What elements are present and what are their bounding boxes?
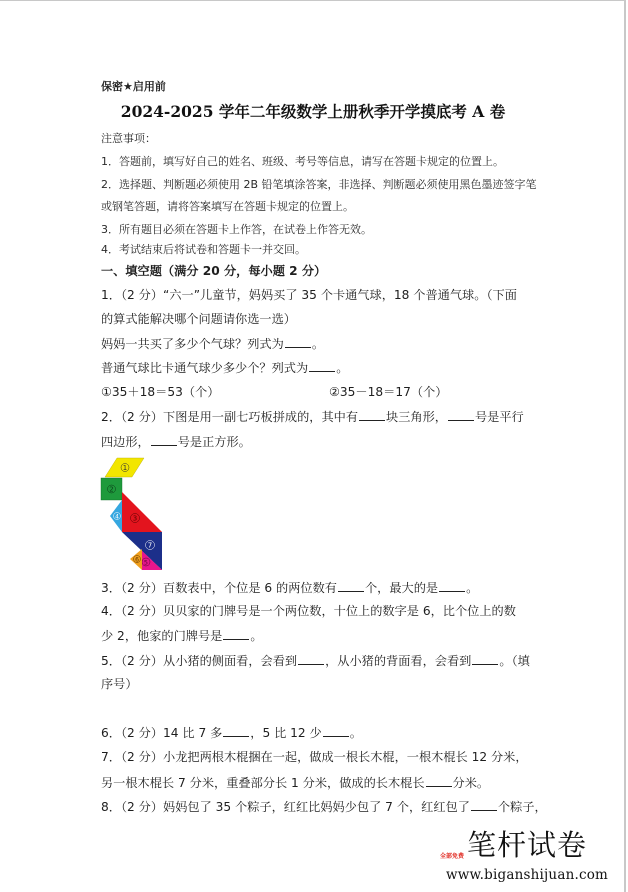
q8-text-b: 个粽子， (497, 800, 547, 814)
q3-line (101, 579, 478, 596)
svg-text:3: 3 (132, 514, 138, 523)
punct: 。 (466, 581, 479, 595)
q7-text: 另一根木棍长 7 分米，重叠部分长 1 分米，做成的长木棍长 (101, 776, 425, 790)
confidential-label: 保密★启用前 (101, 80, 166, 93)
watermark-badge: 全部免费 (440, 853, 465, 860)
q1-line2: 的算式能解决哪个问题请你选一选） (101, 312, 296, 326)
q4-text: 少 2，他家的门牌号是 (101, 629, 223, 643)
svg-text:5: 5 (143, 558, 149, 567)
svg-text:4: 4 (115, 513, 119, 521)
watermark-title: 笔杆试卷 (467, 828, 588, 862)
watermark-logo (440, 829, 620, 889)
svg-text:7: 7 (147, 541, 153, 550)
answer-blank (298, 652, 324, 665)
tangram-figure (99, 456, 169, 571)
answer-blank (439, 579, 465, 592)
answer-blank (151, 433, 177, 446)
notice-item-3: 3．所有题目必须在答题卡上作答，在试卷上作答无效。 (101, 223, 372, 236)
answer-blank (338, 579, 364, 592)
q8-text-a: 8．（2 分）妈妈包了 35 个粽子，红红比妈妈少包了 7 个，红红包了 (101, 800, 470, 814)
q7-line1: 7．（2 分）小龙把两根木棍捆在一起，做成一根长木棍，一根木棍长 12 分米， (101, 750, 528, 764)
q1-option-1: ①35＋18＝53（个） (101, 385, 220, 399)
answer-blank (285, 335, 311, 348)
q5-line2: 序号） (101, 677, 138, 691)
q3-text-b: 个，最大的是 (364, 581, 439, 595)
q5-line1 (101, 652, 530, 669)
q2-text-c: 号是平行 (474, 410, 524, 424)
q1-line1: 1．（2 分）“六一”儿童节，妈妈买了 35 个卡通气球，18 个普通气球。（下面 (101, 288, 517, 302)
q2-text-d: 四边形， (101, 435, 150, 449)
watermark-url: www.biganshijuan.com (446, 867, 609, 883)
punct: 。 (250, 629, 263, 643)
svg-text:2: 2 (109, 485, 114, 494)
q5-text-b: ，从小猪的背面看，会看到 (325, 654, 472, 668)
q5-text-a: 5．（2 分）从小猪的侧面看，会看到 (101, 654, 298, 668)
notice-heading: 注意事项： (101, 132, 156, 145)
q2-text-a: 2．（2 分）下图是用一副七巧板拼成的，其中有 (101, 410, 359, 424)
q5-text-c: 。（填 (499, 654, 530, 668)
answer-blank (471, 798, 497, 811)
answer-blank (448, 408, 474, 421)
notice-item-2-cont: 或钢笔答题，请将答案填写在答题卡规定的位置上。 (101, 200, 354, 213)
q1-question-b: 普通气球比卡通气球少多少个？列式为 (101, 361, 309, 375)
q2-line2 (101, 433, 251, 450)
answer-blank (359, 408, 385, 421)
q8-line (101, 798, 547, 815)
q1-line3 (101, 335, 324, 352)
notice-item-1: 1．答题前，填写好自己的姓名、班级、考号等信息，请写在答题卡规定的位置上。 (101, 155, 504, 168)
exam-title: 2024-2025 学年二年级数学上册秋季开学摸底考 A 卷 (120, 102, 506, 121)
tangram-piece-3 (122, 492, 162, 532)
answer-blank (472, 652, 498, 665)
punct: 。 (311, 337, 324, 351)
q1-question-a: 妈妈一共买了多少个气球？列式为 (101, 337, 284, 351)
q1-options (101, 384, 219, 400)
q7-line2 (101, 774, 489, 791)
q1-line4 (101, 359, 348, 376)
svg-text:1: 1 (122, 464, 128, 472)
notice-item-2: 2．选择题、判断题必须使用 2B 铅笔填涂答案，非选择、判断题必须使用黑色墨迹签字笔 (101, 178, 537, 191)
q6-text-b: ，5 比 12 少 (250, 726, 322, 740)
notice-item-4: 4．考试结束后将试卷和答题卡一并交回。 (101, 243, 306, 256)
punct: 。 (336, 361, 349, 375)
q2-text-b: 块三角形， (386, 410, 447, 424)
q3-text-a: 3．（2 分）百数表中，个位是 6 的两位数有 (101, 581, 337, 595)
q2-text-e: 号是正方形。 (177, 435, 251, 449)
svg-text:6: 6 (135, 556, 139, 564)
q2-line1 (101, 408, 524, 425)
answer-blank (223, 627, 249, 640)
punct: 。 (349, 726, 362, 740)
q6-line (101, 724, 362, 741)
q6-text-a: 6．（2 分）14 比 7 多 (101, 726, 223, 740)
answer-blank (223, 724, 249, 737)
q1-option-2: ②35－18＝17（个） (329, 385, 448, 399)
answer-blank (309, 359, 335, 372)
q4-line2 (101, 627, 263, 644)
q7-unit: 分米。 (452, 776, 490, 790)
answer-blank (323, 724, 349, 737)
section-heading: 一、填空题（满分 20 分，每小题 2 分） (101, 264, 327, 278)
answer-blank (426, 774, 452, 787)
q4-line1: 4．（2 分）贝贝家的门牌号是一个两位数，十位上的数字是 6，比个位上的数 (101, 604, 516, 618)
